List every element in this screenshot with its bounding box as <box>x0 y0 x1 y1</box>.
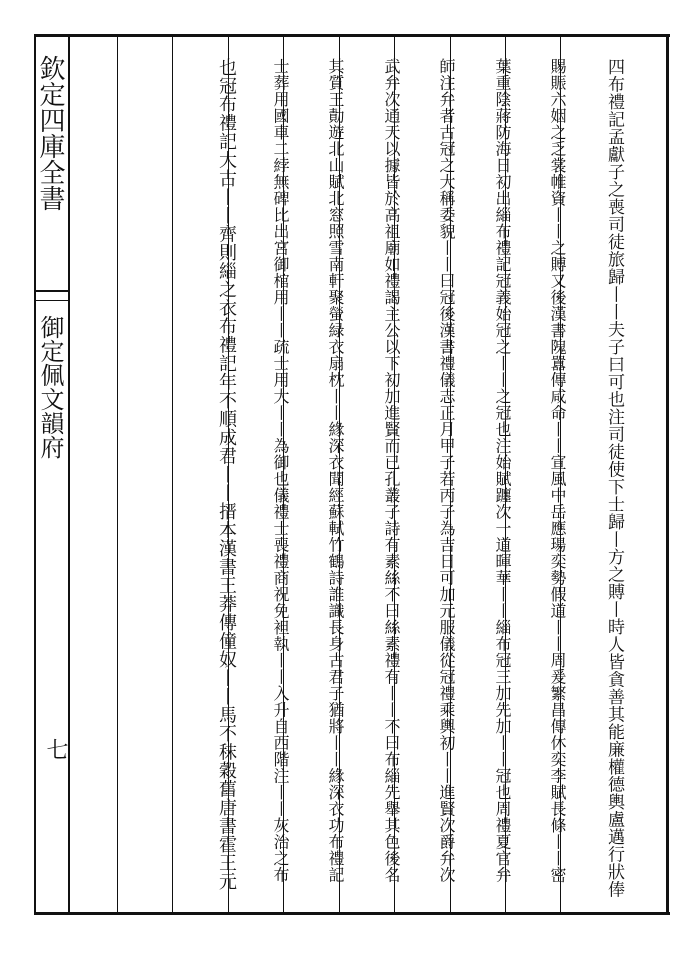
text-column-6 <box>326 58 366 908</box>
column-divider <box>117 37 118 912</box>
column-text: 葉重陰蔣防海日初出緇布禮記冠義始冠之丨丨之冠也注始賦躔次一道暉華丨丨緇布冠三加先加丨丨冠也周禮夏官弁 <box>493 58 512 883</box>
top-border <box>34 34 670 37</box>
column-text: 士葬用國車二綍無碑比出宮御棺用丨丨疏士用大丨丨為御也儀禮士喪禮商祝免袒執丨丨入升自西階注丨丨灰治之布 <box>271 58 290 883</box>
column-text: 賜賑六姻之乏裳帷資丨丨之賻又後漢書隗囂傳咸命丨丨宣風中岳應瑒奕勢假道丨丨周爰繁昌傳休奕李賦長條丨丨密 <box>548 58 567 883</box>
margin-fishtail-lower <box>36 300 68 301</box>
text-column-1 <box>604 58 644 908</box>
page-number: 七 <box>43 738 68 760</box>
margin-fishtail <box>36 290 68 292</box>
book-title: 御定佩文韻府 <box>36 315 64 459</box>
column-text: 其質王勣遊北山賦北窓照雪南軒聚螢緑衣扇枕丨丨緣深衣聞經蘇軾竹鶴詩誰識長身古君子猶將丨丨緣深衣功布禮記 <box>326 58 345 883</box>
column-text: 四布禮記孟獻子之喪司徒旅歸丨丨夫子曰可也注司徒使下士歸丨方之賻丨時人皆貪善其能廉權德輿盧邁行狀俸 <box>604 58 624 898</box>
column-text: 也冠布禮記大古丨丨齊則緇之衣布禮記年不順成君丨丨搢本漢書王莽傳僮奴丨丨馬不秣穀舊唐書霍王元 <box>216 58 237 891</box>
column-text: 武弁次通天以據皆於高祖廟如禮謁主公以下初加進賢而已孔叢子詩有素絲不曰絲素禮有丨丨不曰布緇先舉其色後名 <box>382 58 401 883</box>
collection-title: 欽定四庫全書 <box>35 55 65 211</box>
right-border <box>666 34 669 915</box>
text-column-5 <box>382 58 422 908</box>
text-column-4 <box>437 58 477 908</box>
margin-divider <box>68 34 70 915</box>
text-column-3 <box>493 58 533 908</box>
column-divider <box>172 37 173 912</box>
text-column-8 <box>215 58 255 908</box>
bottom-border <box>34 912 670 915</box>
text-column-7 <box>271 58 311 908</box>
column-text: 師注弁者古冠之大稱委貌丨丨曰冠後漢書禮儀志正月甲子若丙子為吉日可加元服儀從冠禮乘輿初丨丨進賢次爵弁次 <box>437 58 456 883</box>
text-column-2 <box>548 58 588 908</box>
